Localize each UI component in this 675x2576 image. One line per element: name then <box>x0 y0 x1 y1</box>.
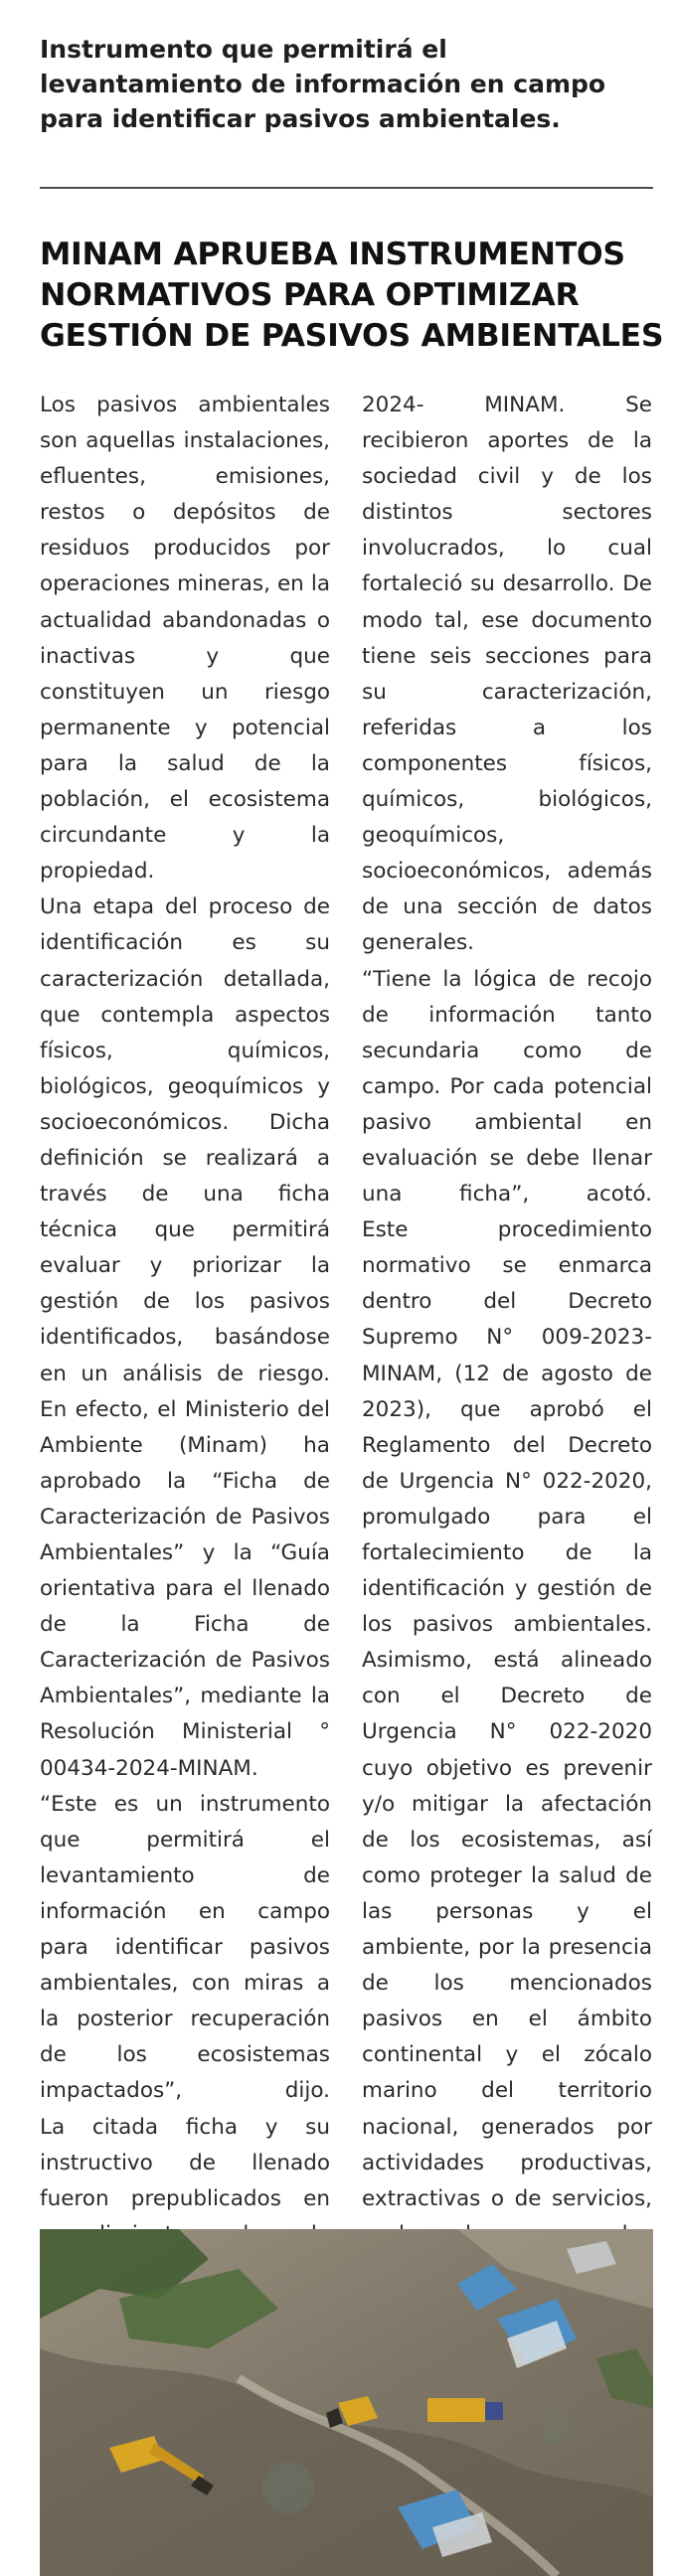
water-puddle <box>539 2410 575 2446</box>
aerial-photo-illustration <box>40 2229 653 2576</box>
paragraph: Asimismo, está alineado con el Decreto de Urgencia N° 022-2020 cuyo objetivo es prevenir y/o mitigar la afectación de los ecosistemas, así como proteger la salud de las personas y el ambiente, por la presencia de los mencionados pasivos en el ámbito continental y el zócalo marino del territorio nacional, generados por actividades productivas, extractivas o de servicios, <box>362 1648 652 2211</box>
article-headline: MINAM APRUEBA INSTRUMENTOS NORMATIVOS PARA OPTIMIZAR GESTIÓN DE PASIVOS AMBIENTALES <box>40 237 664 354</box>
paragraph: La citada ficha y su instructivo de llenado fueron prepublicados en <box>40 2114 330 2211</box>
article-column-right <box>362 388 652 2360</box>
paragraph: En efecto, el Ministerio del Ambiente (Minam) ha aprobado la “Ficha de Caracterización de Pasivos Ambientales” y la “Guía orientativa para el llenado de la Ficha de Caracterización de Pasivos Ambientales”, mediante la Resolución Ministerial ° 00434-2024-MINAM. <box>40 1396 330 1781</box>
paragraph: “Este es un instrumento que permitirá el levantamiento de información en campo para identificar pasivos ambientales, con miras a la posterior recuperación de los ecosistemas impactados”, dijo. <box>40 1791 330 2104</box>
paragraph: Este procedimiento normativo se enmarca dentro del Decreto Supremo N° 009-2023-MINAM, (12 de agosto de 2023), que aprobó el Reglamento del Decreto de Urgencia N° 022-2020, promulgado para el fortalecimiento de la identificación y gestión de los pasivos ambientales. <box>362 1217 652 1638</box>
paragraph: “Tiene la lógica de recojo de información tanto secundaria como de campo. Por cada potencial pasivo ambiental en evaluación se debe llenar una ficha”, acotó. <box>362 966 652 1208</box>
paragraph: 2024- MINAM. Se recibieron aportes de la sociedad civil y de los distintos sectores involucrados, lo cual fortaleció su desarrollo. De modo tal, ese documento tiene seis secciones para su caracterización, referidas a los componentes físicos, químicos, biológicos, geoquímicos, socioeconómicos, además de una sección de datos generales. <box>362 393 652 956</box>
photo-caption: Instrumento que permitirá el levantamiento de información en campo para identificar pasivos ambientales. <box>40 35 606 133</box>
divider-line <box>40 187 653 189</box>
paragraph: Una etapa del proceso de identificación es su caracterización detallada, que contempla aspectos físicos, químicos, biológicos, geoquímicos y socioeconómicos. Dicha definición se realizará a través de una ficha técnica que permitirá evaluar y priorizar la gestión de los pasivos identificados, basándose en un análisis de riesgo. <box>40 894 330 1386</box>
dump-truck-cab <box>485 2402 503 2420</box>
dump-truck-body <box>427 2398 485 2422</box>
water-puddle <box>262 2462 314 2513</box>
paragraph: Los pasivos ambientales son aquellas instalaciones, efluentes, emisiones, restos o depósitos de residuos producidos por operaciones mineras, en la actualidad abandonadas o inactivas y que constituyen un riesgo permanente y potencial para la salud de la población, el ecosistema circundante y la propiedad. <box>40 393 330 885</box>
article-column-left <box>40 388 330 2325</box>
mining-site-aerial-photo <box>40 2229 653 2576</box>
